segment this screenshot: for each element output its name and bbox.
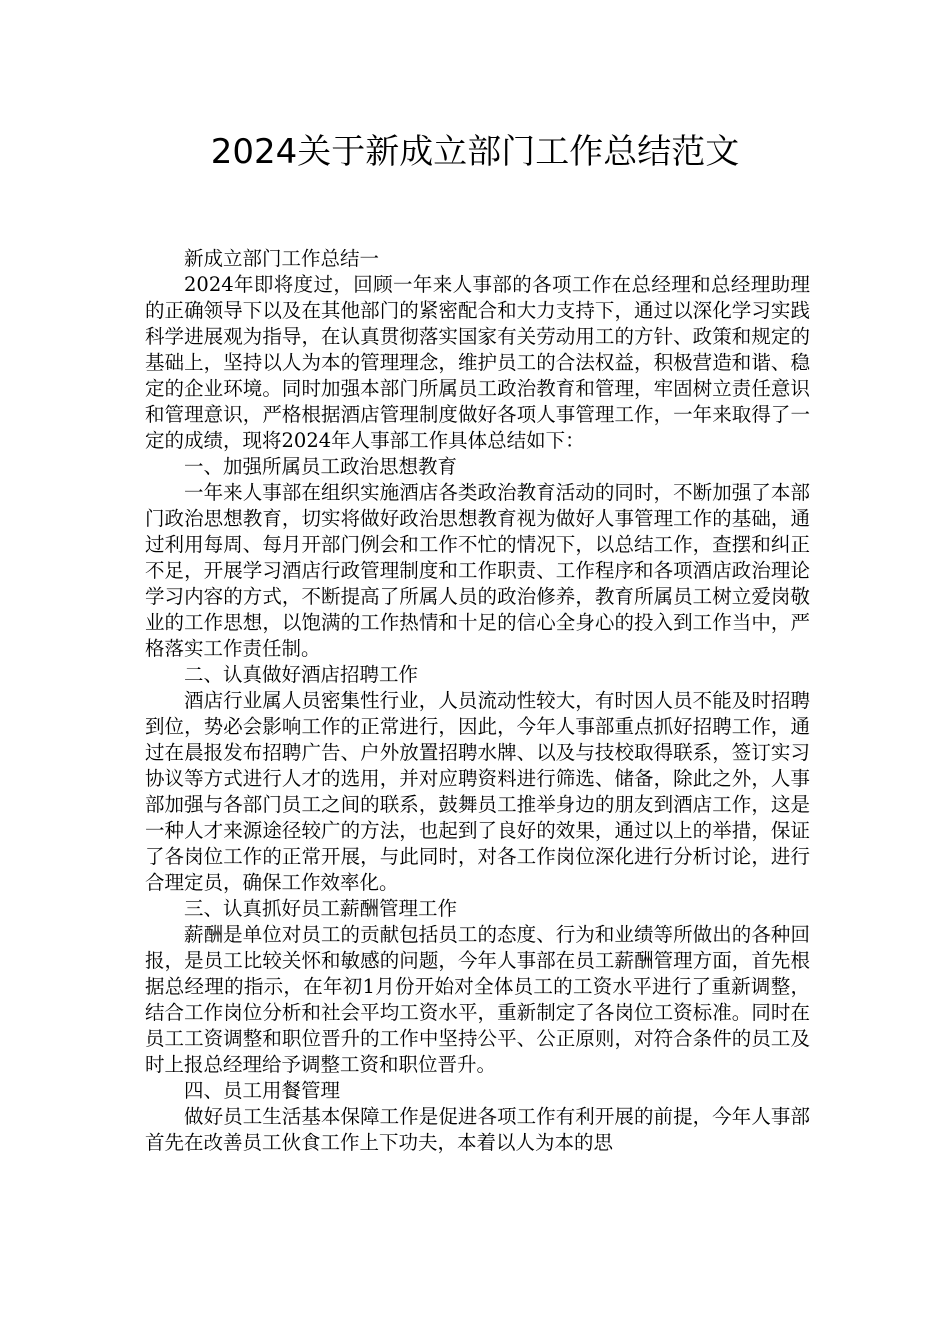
- paragraph-section-1: 一年来人事部在组织实施酒店各类政治教育活动的同时，不断加强了本部门政治思想教育，切实将做好政治思想教育视为做好人事管理工作的基础，通过利用每周、每月开部门例会和工作不忙的情况下，以总结工作，查摆和纠正不足，开展学习酒店行政管理制度和工作职责、工作程序和各项酒店政治理论学习内容的方式，不断提高了所属人员的政治修养，教育所属员工树立爱岗敬业的工作思想，以饱满的工作热情和十足的信心全身心的投入到工作当中，严格落实工作责任制。: [145, 481, 810, 660]
- section-heading-4: 四、员工用餐管理: [184, 1079, 341, 1102]
- section-heading-3: 三、认真抓好员工薪酬管理工作: [184, 897, 458, 920]
- section-heading-2: 二、认真做好酒店招聘工作: [184, 663, 419, 686]
- document-title: 2024关于新成立部门工作总结范文: [210, 132, 740, 172]
- paragraph-section-4: 做好员工生活基本保障工作是促进各项工作有利开展的前提，今年人事部首先在改善员工伙食工作上下功夫，本着以人为本的思: [145, 1105, 810, 1154]
- section-heading-1: 一、加强所属员工政治思想教育: [184, 455, 458, 478]
- paragraph-intro: 2024年即将度过，回顾一年来人事部的各项工作在总经理和总经理助理的正确领导下以及在其他部门的紧密配合和大力支持下，通过以深化学习实践科学进展观为指导，在认真贯彻落实国家有关劳动用工的方针、政策和规定的基础上，坚持以人为本的管理理念，维护员工的合法权益，积极营造和谐、稳定的企业环境。同时加强本部门所属员工政治教育和管理，牢固树立责任意识和管理意识，严格根据酒店管理制度做好各项人事管理工作，一年来取得了一定的成绩，现将2024年人事部工作具体总结如下：: [145, 273, 810, 452]
- section-heading-intro: 新成立部门工作总结一: [184, 247, 380, 270]
- paragraph-section-2: 酒店行业属人员密集性行业，人员流动性较大，有时因人员不能及时招聘到位，势必会影响工作的正常进行，因此，今年人事部重点抓好招聘工作，通过在晨报发布招聘广告、户外放置招聘水牌、以及与技校取得联系，签订实习协议等方式进行人才的选用，并对应聘资料进行筛选、储备，除此之外，人事部加强与各部门员工之间的联系，鼓舞员工推举身边的朋友到酒店工作，这是一种人才来源途径较广的方法，也起到了良好的效果，通过以上的举措，保证了各岗位工作的正常开展，与此同时，对各工作岗位深化进行分析讨论，进行合理定员，确保工作效率化。: [145, 689, 810, 894]
- paragraph-section-3: 薪酬是单位对员工的贡献包括员工的态度、行为和业绩等所做出的各种回报，是员工比较关怀和敏感的问题，今年人事部在员工薪酬管理方面，首先根据总经理的指示，在年初1月份开始对全体员工的工资水平进行了重新调整，结合工作岗位分析和社会平均工资水平，重新制定了各岗位工资标准。同时在员工工资调整和职位晋升的工作中坚持公平、公正原则，对符合条件的员工及时上报总经理给予调整工资和职位晋升。: [145, 923, 810, 1076]
- document-body: [145, 246, 810, 1156]
